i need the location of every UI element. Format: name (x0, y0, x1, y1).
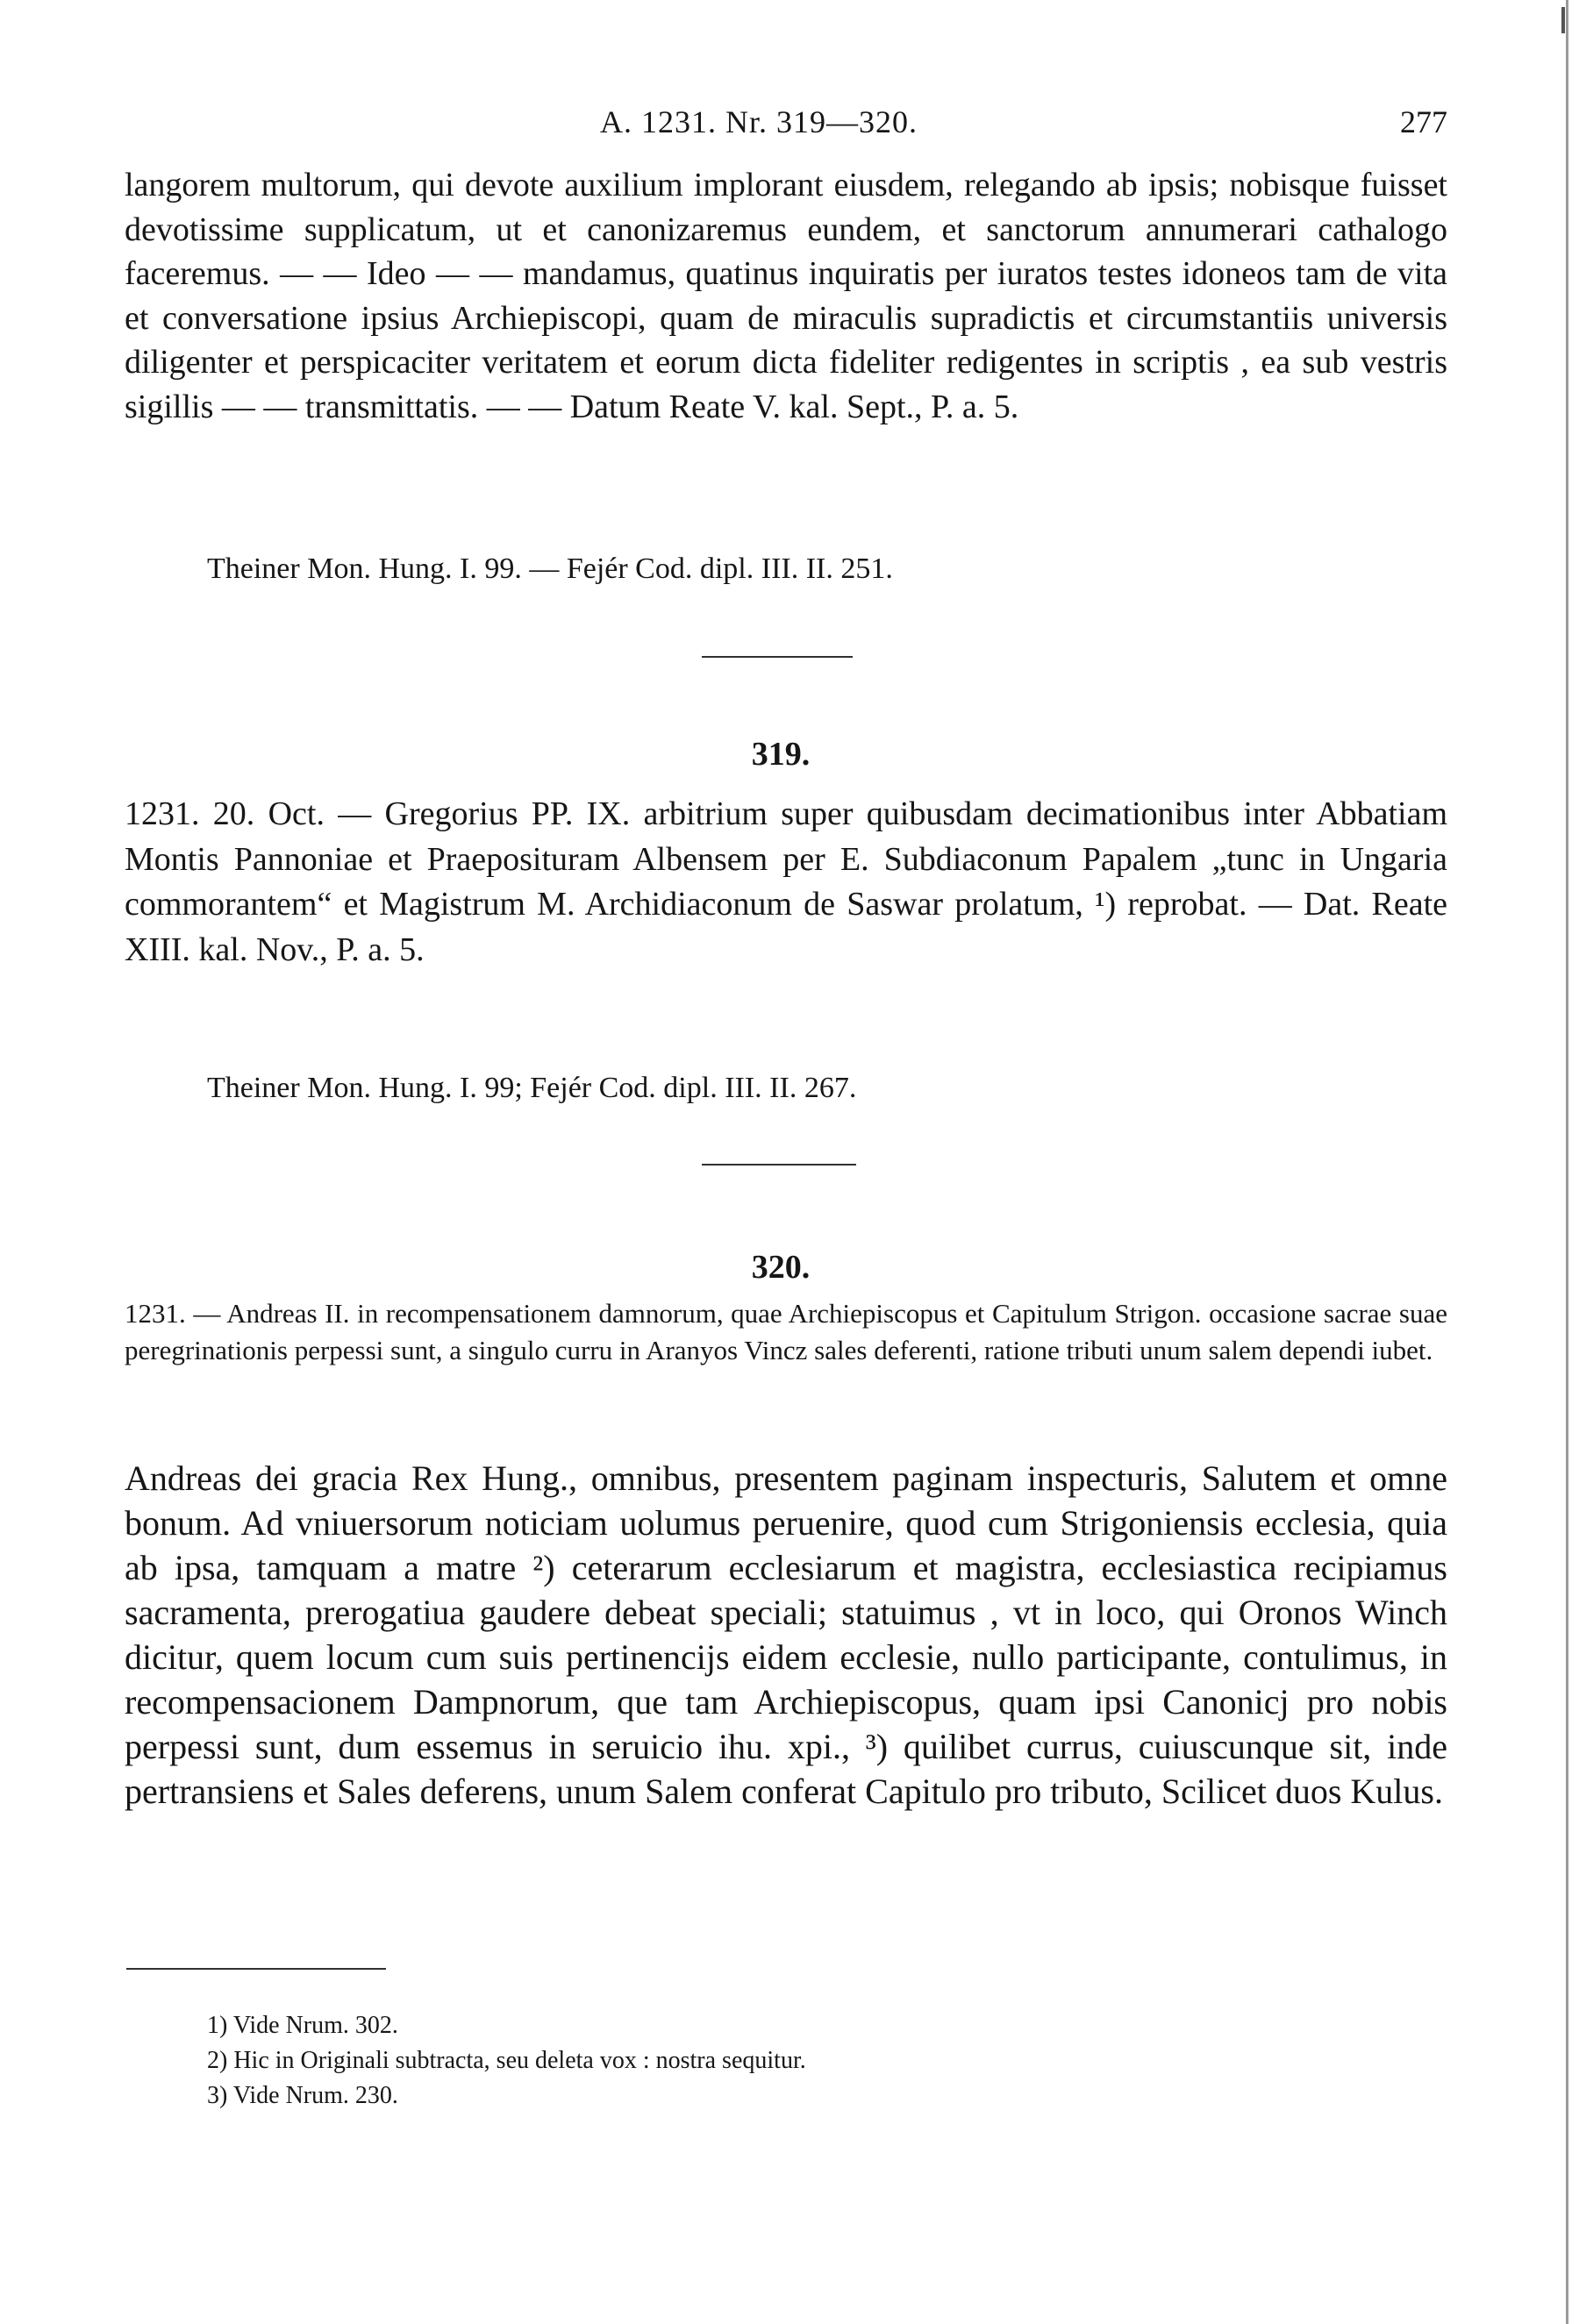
footnote-2: 2) Hic in Originali subtracta, seu deleta vox : nostra sequitur. (207, 2047, 806, 2074)
footnotes (207, 2008, 806, 2114)
footnote-3: 3) Vide Nrum. 230. (207, 2082, 398, 2109)
footnote-rule (126, 1968, 386, 1970)
document-319-source: Theiner Mon. Hung. I. 99; Fejér Cod. dipl. III. II. 267. (207, 1072, 857, 1104)
continuation-source: Theiner Mon. Hung. I. 99. — Fejér Cod. dipl. III. II. 251. (207, 552, 893, 585)
document-number-320: 320. (751, 1249, 811, 1286)
document-320-text: Andreas dei gracia Rex Hung., omnibus, presentem paginam inspecturis, Salutem et omne bonum. Ad vniuersorum noticiam uolumus peruenire, quod cum Strigoniensis ecclesia, quia ab ipsa, tamquam a matre ²) ceterarum ecclesiarum et magistra, ecclesiastica recipiamus sacramenta, prerogatiua gaudere debeat speciali; statuimus , vt in loco, qui Oronos Winch dicitur, quem locum cum suis pertinencijs eidem ecclesie, nullo participante, contulimus, in recompensacionem Dampnorum, que tam Archiepiscopus, quam ipsi Canonicj pro nobis perpessi sunt, dum essemus in seruicio ihu. xpi., ³) quilibet currus, cuiuscunque sit, inde pertransiens et Sales deferens, unum Salem conferat Capitulo pro tributo, Scilicet duos Kulus. (125, 1458, 1447, 1811)
document-319-abstract: 1231. 20. Oct. — Gregorius PP. IX. arbitrium super quibusdam decimationibus inter Abbatiam Montis Pannoniae et Praeposituram Albensem per E. Subdiaconum Papalem „tunc in Ungaria commorantem“ et Magistrum M. Archidiaconum de Saswar prolatum, ¹) reprobat. — Dat. Reate XIII. kal. Nov., P. a. 5. (125, 795, 1447, 968)
running-head (202, 103, 1447, 156)
section-divider (702, 656, 853, 658)
running-head-title: A. 1231. Nr. 319—320. (600, 104, 918, 139)
continuation-text: langorem multorum, qui devote auxilium implorant eiusdem, relegando ab ipsis; nobisque fuisset devotissime supplicatum, ut et canonizaremus eundem, et sanctorum annumerari cathalogo faceremus. — — Ideo — — mandamus, quatinus inquiratis per iuratos testes idoneos tam de vita et conversatione ipsius Archiepiscopi, quam de miraculis supradictis et circumstantiis universis diligenter et perspicaciter veritatem et eorum dicta fideliter redigentes in scriptis , ea sub vestris sigillis — — transmittatis. — — Datum Reate V. kal. Sept., P. a. 5. (125, 167, 1447, 425)
section-divider (702, 1164, 856, 1166)
document-number-319: 319. (751, 736, 811, 773)
document-320-abstract: 1231. — Andreas II. in recompensationem damnorum, quae Archiepiscopus et Capitulum Strigon. occasione sacrae suae peregrinationis perpessi sunt, a singulo curru in Aranyos Vincz sales deferenti, ratione tributi unum salem dependi iubet. (125, 1298, 1447, 1365)
page-number: 277 (1400, 104, 1447, 139)
page-edge-line (1566, 0, 1568, 2324)
page-edge-mark (1561, 7, 1565, 33)
footnote-1: 1) Vide Nrum. 302. (207, 2012, 398, 2039)
